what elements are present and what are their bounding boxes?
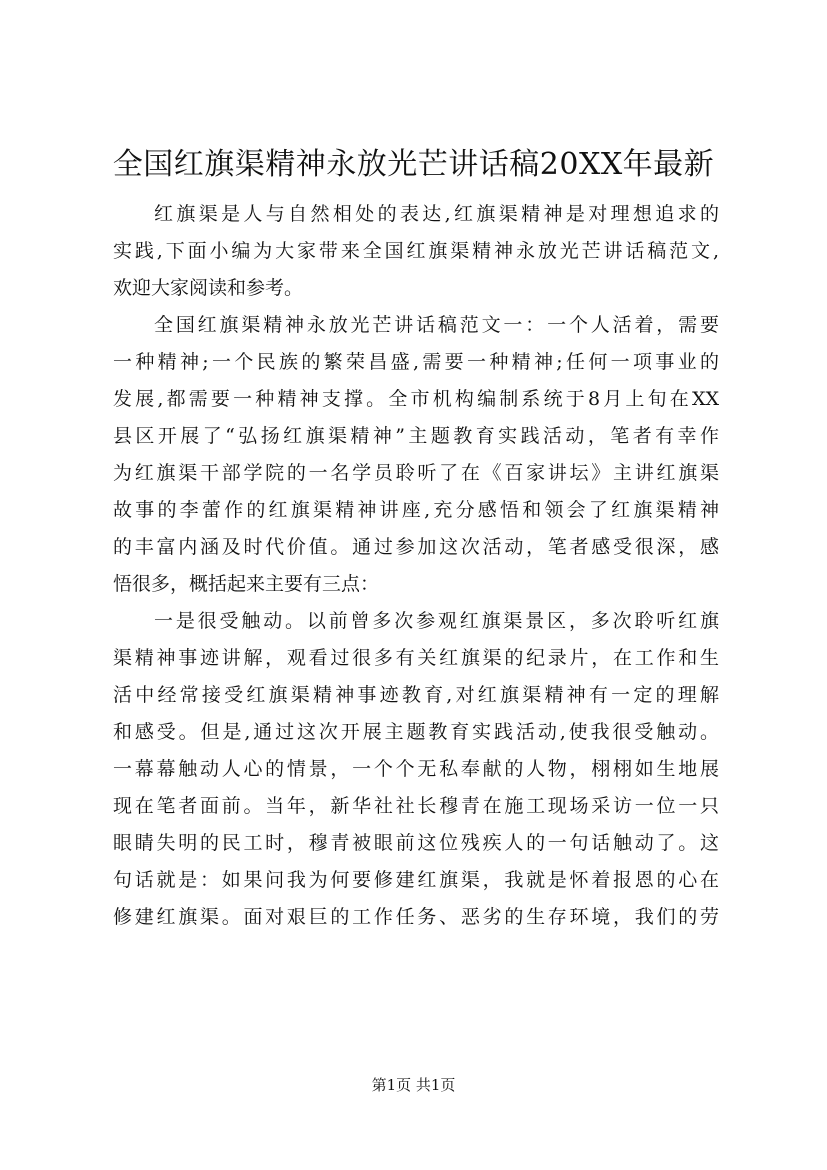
page-footer: 第1页 共1页 xyxy=(371,1076,456,1094)
text-line: 县区开展了“弘扬红旗渠精神”主题教育实践活动，笔者有幸作 xyxy=(113,425,719,447)
text-line: 全国红旗渠精神永放光芒讲话稿范文一：一个人活着，需要 xyxy=(154,314,719,336)
text-line: 为红旗渠干部学院的一名学员聆听了在《百家讲坛》主讲红旗渠 xyxy=(113,462,719,484)
text-line: 句话就是：如果问我为何要修建红旗渠，我就是怀着报恩的心在 xyxy=(113,869,719,891)
text-line: 修建红旗渠。面对艰巨的工作任务、恶劣的生存环境，我们的劳 xyxy=(113,906,719,928)
text-line: 一是很受触动。以前曾多次参观红旗渠景区，多次聆听红旗 xyxy=(154,610,719,632)
text-line: 和感受。但是,通过这次开展主题教育实践活动,使我很受触动。 xyxy=(113,721,719,743)
text-line: 欢迎大家阅读和参考。 xyxy=(113,277,304,299)
document-title: 全国红旗渠精神永放光芒讲话稿20XX年最新 xyxy=(112,147,715,182)
text-line: 悟很多，概括起来主要有三点： xyxy=(113,573,380,595)
text-line: 发展,都需要一种精神支撑。全市机构编制系统于8月上旬在XX xyxy=(113,388,719,410)
text-line: 的丰富内涵及时代价值。通过参加这次活动，笔者感受很深，感 xyxy=(113,536,719,558)
text-line: 红旗渠是人与自然相处的表达,红旗渠精神是对理想追求的 xyxy=(154,203,719,225)
text-line: 故事的李蕾作的红旗渠精神讲座,充分感悟和领会了红旗渠精神 xyxy=(113,499,719,521)
text-line: 渠精神事迹讲解，观看过很多有关红旗渠的纪录片，在工作和生 xyxy=(113,647,719,669)
text-line: 活中经常接受红旗渠精神事迹教育,对红旗渠精神有一定的理解 xyxy=(113,684,719,706)
document-body xyxy=(113,196,719,936)
text-line: 一幕幕触动人心的情景，一个个无私奉献的人物，栩栩如生地展 xyxy=(113,758,719,780)
text-line: 一种精神;一个民族的繁荣昌盛,需要一种精神;任何一项事业的 xyxy=(113,351,719,373)
text-line: 现在笔者面前。当年，新华社社长穆青在施工现场采访一位一只 xyxy=(113,795,719,817)
text-line: 实践,下面小编为大家带来全国红旗渠精神永放光芒讲话稿范文, xyxy=(113,240,719,262)
text-line: 眼睛失明的民工时，穆青被眼前这位残疾人的一句话触动了。这 xyxy=(113,832,719,854)
